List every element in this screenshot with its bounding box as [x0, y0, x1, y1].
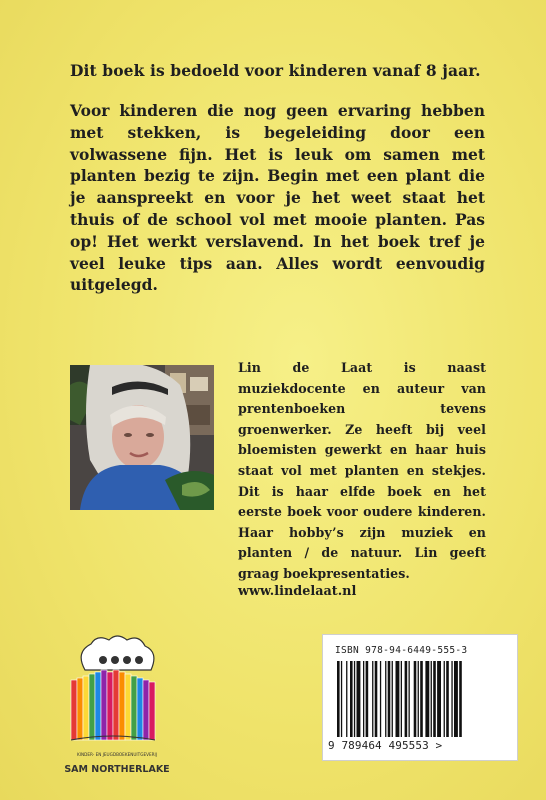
barcode-bar: [337, 661, 340, 737]
barcode-bar: [380, 661, 381, 737]
barcode-bar: [363, 661, 364, 737]
author-bio: Lin de Laat is naast muziekdocente en auteur van prentenboeken tevens groenwerker. Ze heeft bij veel bloemisten gewerkt en haar huis staat vol met planten en stekjes. Dit is haar elfde boek en het eerste boek voor oudere kinderen. Haar hobby’s zijn muziek en planten / de natuur. Lin geeft graag boekpresentaties.: [238, 360, 486, 581]
barcode-bar: [418, 661, 419, 737]
barcode-bar: [451, 661, 452, 737]
author-website: www.lindelaat.nl: [238, 584, 357, 599]
intro-text: Dit boek is bedoeld voor kinderen vanaf 8 jaar.: [70, 61, 481, 80]
barcode-bar: [357, 661, 361, 737]
barcode-bar: [433, 661, 436, 737]
barcode-bar: [409, 661, 410, 737]
barcode-box: [322, 634, 518, 761]
barcode-bar: [459, 661, 462, 737]
publisher-name: SAM NORTHERLAKE: [65, 764, 170, 775]
barcode-bar: [350, 661, 353, 737]
barcode-bar: [437, 661, 441, 737]
publisher-tagline: KINDER- EN JEUGDBOEKENUITGEVERIJ: [77, 752, 157, 757]
barcode-bar: [341, 661, 342, 737]
barcode-bar: [385, 661, 386, 737]
barcode-bar: [414, 661, 417, 737]
isbn-label: ISBN 978-94-6449-555-3: [335, 645, 468, 656]
barcode-bars: [337, 661, 505, 741]
book-description: Voor kinderen die nog geen ervaring hebben met stekken, is begeleiding door een volwassene fijn. Het is leuk om samen met planten bezig te zijn. Begin met een plant die je aanspreekt en voor je het weet staat het thuis of de school vol met mooie planten. Pas op! Het werkt verslavend. In het boek tref je veel leuke tips aan. Alles wordt eenvoudig uitgelegd.: [70, 101, 485, 295]
barcode-bar: [354, 661, 355, 737]
barcode-bar: [366, 661, 369, 737]
barcode-bar: [444, 661, 445, 737]
barcode-bar: [372, 661, 373, 737]
barcode-bar: [446, 661, 449, 737]
barcode-bar: [405, 661, 408, 737]
barcode-bar: [431, 661, 432, 737]
barcode-bar: [392, 661, 393, 737]
barcode-bar: [401, 661, 402, 737]
publisher-logo: [65, 632, 170, 790]
barcode-bar: [420, 661, 423, 737]
barcode-bar: [396, 661, 400, 737]
barcode-bar: [375, 661, 378, 737]
author-photo: [70, 365, 214, 510]
barcode-bar: [454, 661, 458, 737]
barcode-bar: [346, 661, 347, 737]
barcode-bar: [388, 661, 391, 737]
barcode-digits: 9 789464 495553 >: [328, 739, 443, 752]
barcode-bar: [425, 661, 429, 737]
